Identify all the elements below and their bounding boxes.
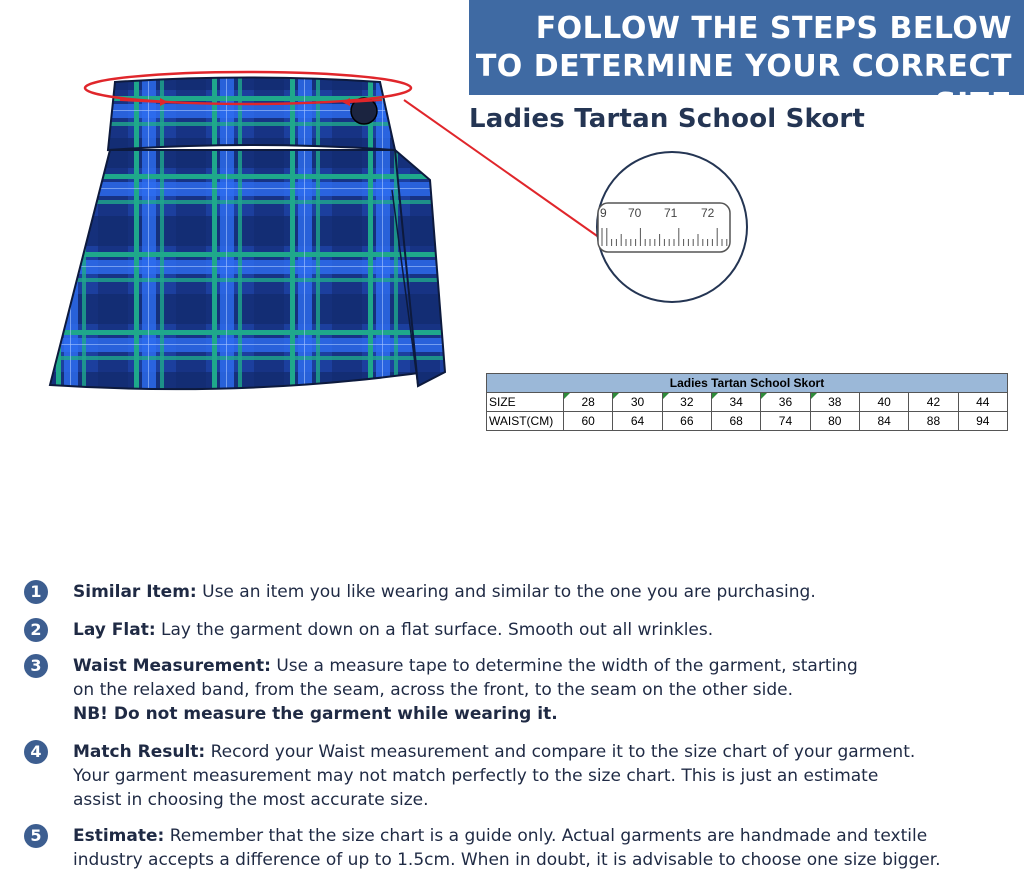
size-chart-cell: 94 xyxy=(958,412,1007,431)
size-chart-cell: 38 xyxy=(810,393,859,412)
step-note: NB! Do not measure the garment while wearing it. xyxy=(73,704,558,724)
size-chart-cell: 66 xyxy=(662,412,711,431)
size-chart-row xyxy=(487,412,1008,431)
step-1 xyxy=(24,580,816,604)
size-chart-cell: 80 xyxy=(810,412,859,431)
step-title: Match Result: xyxy=(73,742,206,762)
size-chart-cell: 44 xyxy=(958,393,1007,412)
size-chart-title: Ladies Tartan School Skort xyxy=(487,374,1008,393)
step-title: Waist Measurement: xyxy=(73,656,271,676)
step-title: Lay Flat: xyxy=(73,620,156,640)
step-number-icon: 2 xyxy=(24,618,48,642)
step-text: industry accepts a difference of up to 1.5cm. When in doubt, it is advisable to choose one size bigger. xyxy=(73,850,941,870)
step-number-icon: 1 xyxy=(24,580,48,604)
banner-line-2: TO DETERMINE YOUR CORRECT SIZE xyxy=(475,49,1012,122)
product-title: Ladies Tartan School Skort xyxy=(469,104,866,134)
size-chart-cell: 68 xyxy=(711,412,760,431)
size-chart-cell: 36 xyxy=(761,393,810,412)
size-chart-cell: 42 xyxy=(909,393,958,412)
size-chart-cell: 32 xyxy=(662,393,711,412)
step-number-icon: 5 xyxy=(24,824,48,848)
size-chart-cell: 64 xyxy=(613,412,662,431)
step-text: Use a measure tape to determine the width of the garment, starting xyxy=(276,656,858,676)
step-number-icon: 3 xyxy=(24,654,48,678)
size-chart-cell: 84 xyxy=(859,412,908,431)
size-chart-cell: 60 xyxy=(564,412,613,431)
step-text: Record your Waist measurement and compare it to the size chart of your garment. xyxy=(210,742,916,762)
step-4 xyxy=(24,740,915,812)
banner-line-1: FOLLOW THE STEPS BELOW xyxy=(535,11,1012,46)
step-number-icon: 4 xyxy=(24,740,48,764)
tape-label-0: 9 xyxy=(600,206,607,220)
step-text: Use an item you like wearing and similar to the one you are purchasing. xyxy=(202,582,816,602)
size-chart-cell: 88 xyxy=(909,412,958,431)
size-chart-cell: 30 xyxy=(613,393,662,412)
size-chart-table xyxy=(486,373,1008,431)
size-chart-cell: 28 xyxy=(564,393,613,412)
step-text: Your garment measurement may not match perfectly to the size chart. This is just an estimate xyxy=(73,766,879,786)
step-2 xyxy=(24,618,713,642)
step-title: Estimate: xyxy=(73,826,165,846)
tape-label-3: 72 xyxy=(701,206,715,220)
size-chart-cell: 34 xyxy=(711,393,760,412)
step-text: Lay the garment down on a flat surface. Smooth out all wrinkles. xyxy=(161,620,714,640)
skort-body xyxy=(50,150,440,389)
step-3 xyxy=(24,654,858,726)
size-chart-cell: 40 xyxy=(859,393,908,412)
tape-label-1: 70 xyxy=(628,206,642,220)
size-chart-row-label: WAIST(CM) xyxy=(487,412,564,431)
step-text: Remember that the size chart is a guide only. Actual garments are handmade and textile xyxy=(169,826,928,846)
size-chart-row-label: SIZE xyxy=(487,393,564,412)
step-title: Similar Item: xyxy=(73,582,197,602)
tape-label-2: 71 xyxy=(664,206,678,220)
size-chart-cell: 74 xyxy=(761,412,810,431)
skort-illustration xyxy=(0,0,1024,420)
size-chart-row xyxy=(487,393,1008,412)
step-text: on the relaxed band, from the seam, across the front, to the seam on the other side. xyxy=(73,680,793,700)
step-5 xyxy=(24,824,941,872)
step-text: assist in choosing the most accurate size. xyxy=(73,790,429,810)
